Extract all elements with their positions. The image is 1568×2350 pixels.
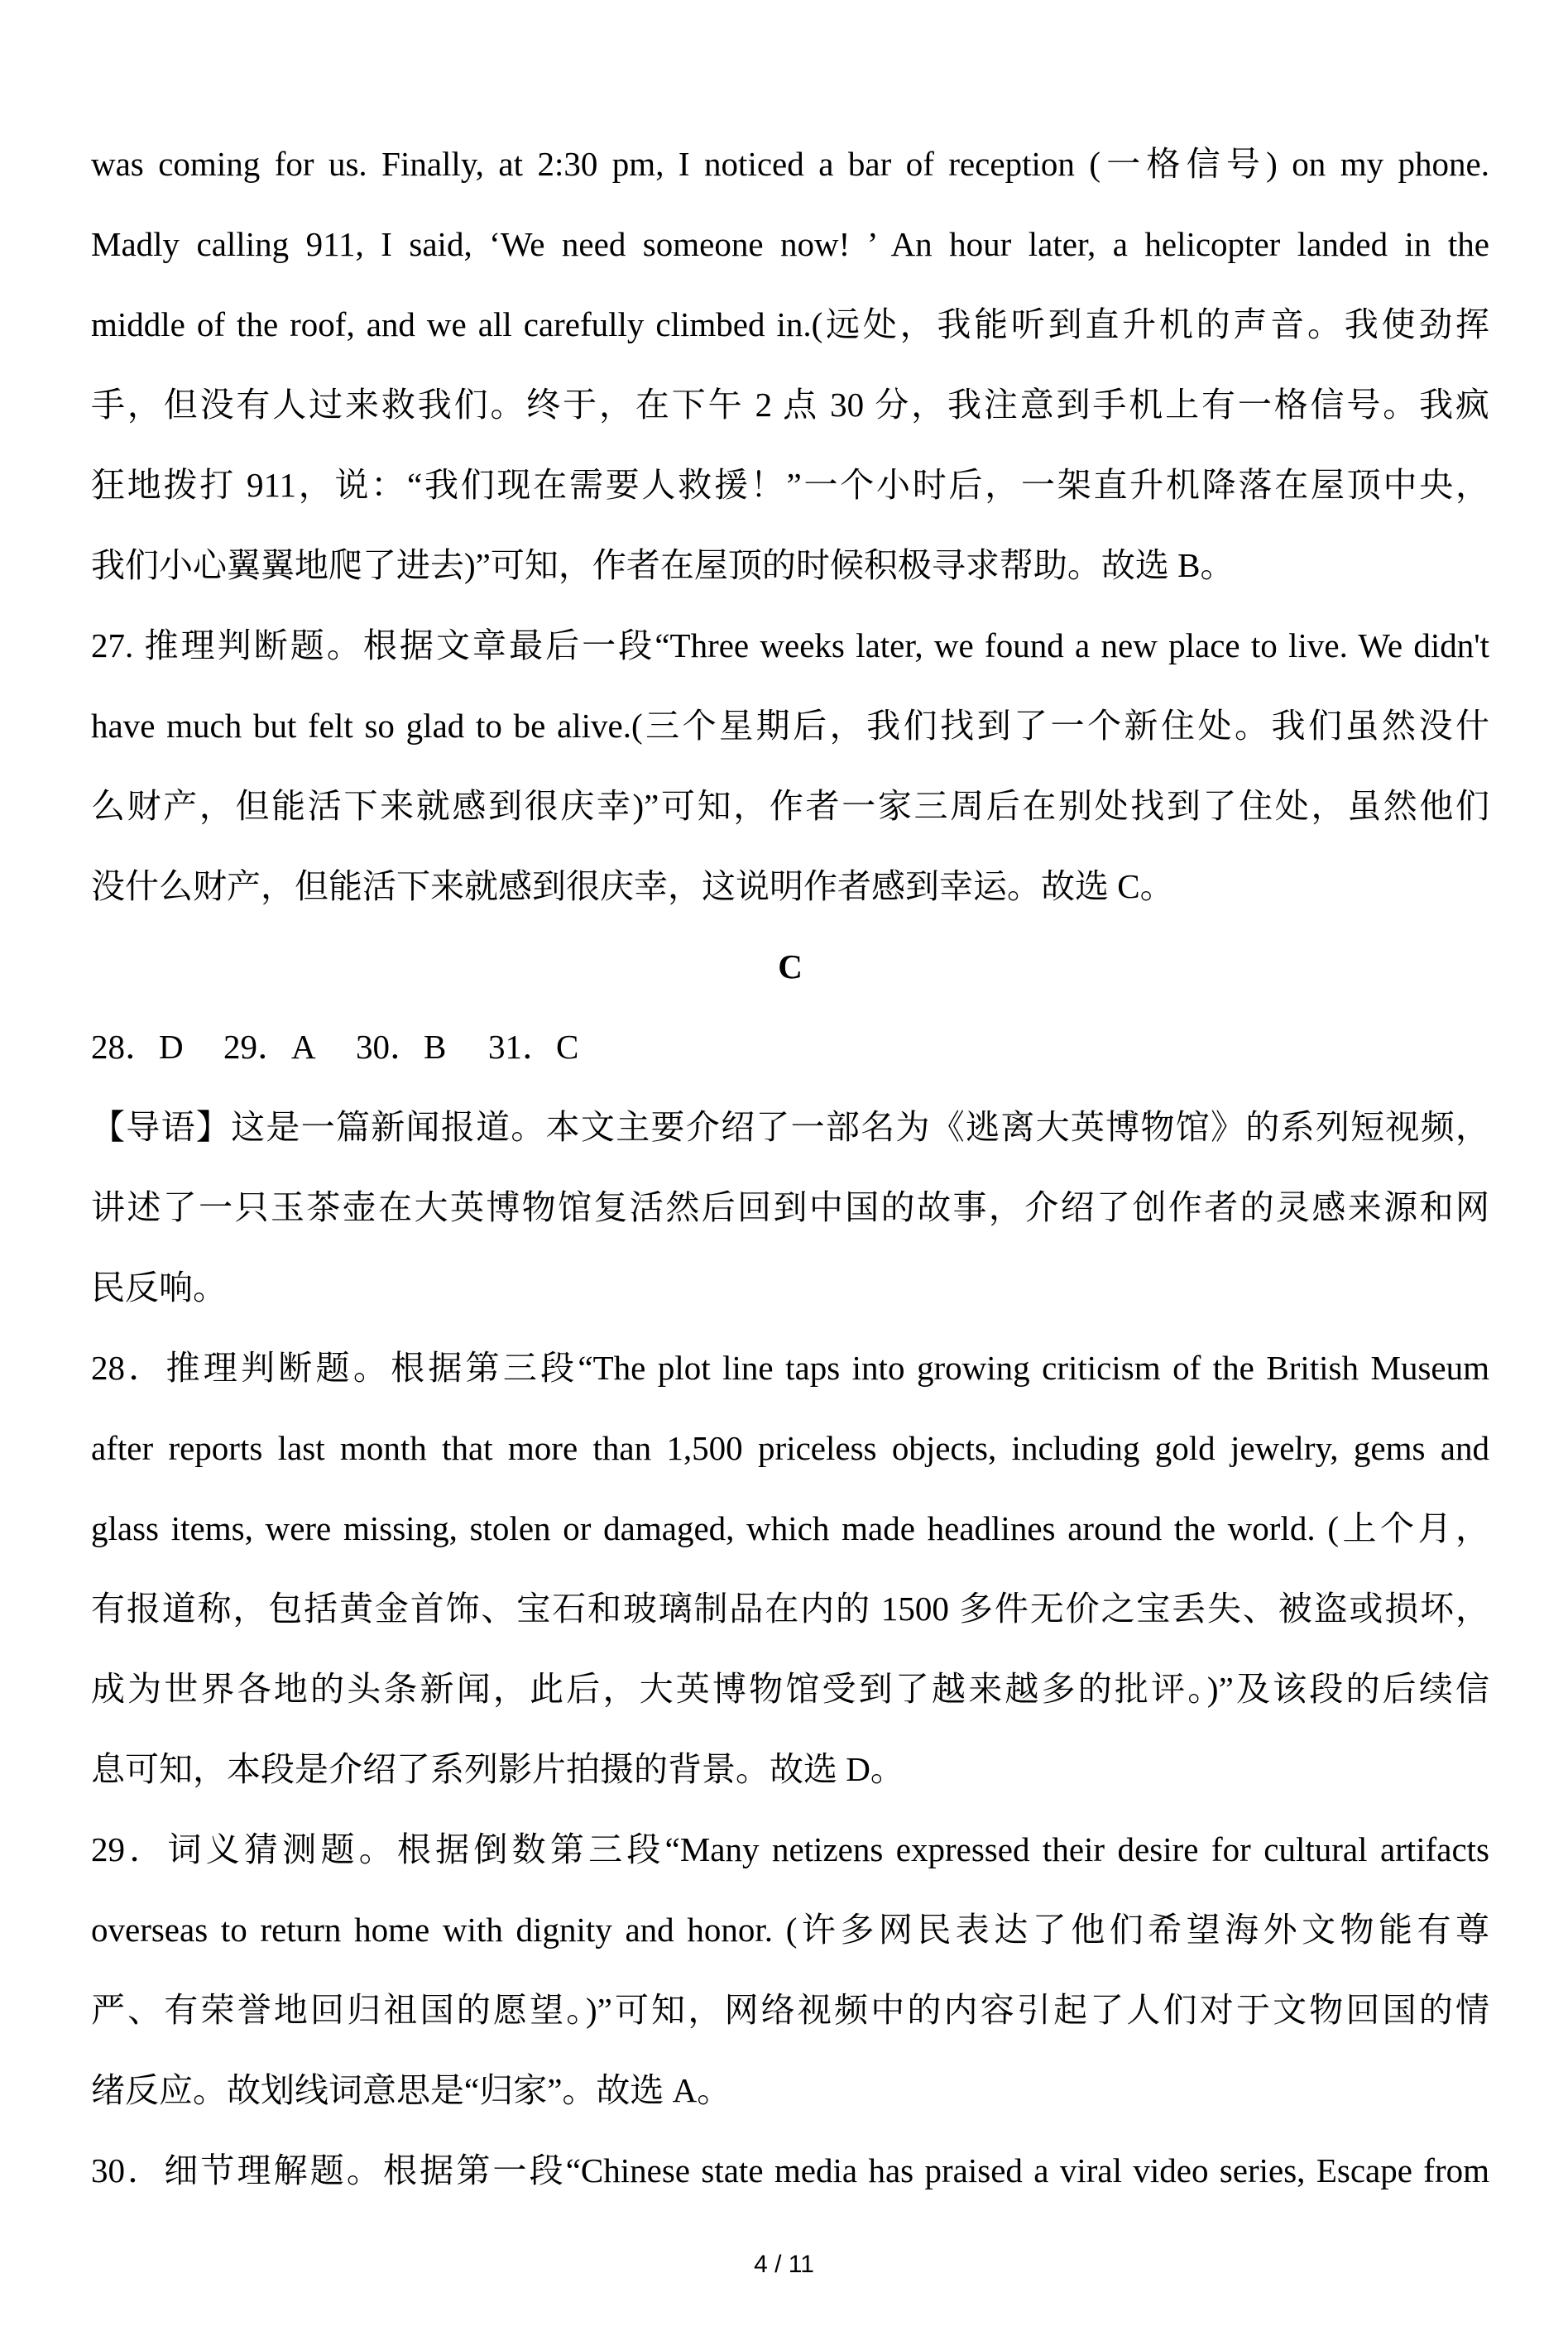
- text-line: 29．词义猜测题。根据倒数第三段“Many netizens expressed their desire for cultural artifacts: [91, 1830, 1489, 1868]
- answer-item: 31．C: [488, 1028, 579, 1066]
- text-line: 讲述了一只玉茶壶在大英博物馆复活然后回到中国的故事，介绍了创作者的灵感来源和网: [91, 1188, 1489, 1226]
- section-heading: C: [778, 947, 803, 986]
- answer-item: 29．A: [223, 1028, 316, 1066]
- text-line: 27. 推理判断题。根据文章最后一段“Three weeks later, we found a new place to live. We didn't: [91, 626, 1489, 664]
- answer-item: 30．B: [356, 1028, 447, 1066]
- text-line: have much but felt so glad to be alive.(三个星期后，我们找到了一个新住处。我们虽然没什: [91, 707, 1489, 745]
- text-line: 息可知，本段是介绍了系列影片拍摄的背景。故选 D。: [91, 1750, 904, 1788]
- text-line: middle of the roof, and we all carefully climbed in.(远处，我能听到直升机的声音。我使劲挥: [91, 305, 1489, 343]
- text-line: 没什么财产，但能活下来就感到很庆幸，这说明作者感到幸运。故选 C。: [91, 867, 1174, 905]
- text-line: 30．细节理解题。根据第一段“Chinese state media has praised a viral video series, Escape from: [91, 2151, 1489, 2189]
- text-line: 成为世界各地的头条新闻，此后，大英博物馆受到了越来越多的批评。)”及该段的后续信: [91, 1670, 1489, 1708]
- text-line: 么财产，但能活下来就感到很庆幸)”可知，作者一家三周后在别处找到了住处，虽然他们: [91, 787, 1489, 825]
- answer-item: 28．D: [91, 1028, 184, 1066]
- text-line: 手，但没有人过来救我们。终于，在下午 2 点 30 分，我注意到手机上有一格信号。我疯: [91, 386, 1489, 424]
- text-line: glass items, were missing, stolen or damaged, which made headlines around the world. (上个月，: [91, 1509, 1489, 1547]
- answer-key-row: [91, 1007, 1489, 1087]
- text-line: 【导语】这是一篇新闻报道。本文主要介绍了一部名为《逃离大英博物馆》的系列短视频，: [91, 1108, 1489, 1146]
- text-line: 绪反应。故划线词意思是“归家”。故选 A。: [91, 2071, 731, 2109]
- text-line: 有报道称，包括黄金首饰、宝石和玻璃制品在内的 1500 多件无价之宝丢失、被盗或损坏，: [91, 1590, 1489, 1628]
- text-line: 28．推理判断题。根据第三段“The plot line taps into growing criticism of the British Museum: [91, 1349, 1489, 1387]
- text-line: Madly calling 911, I said, ‘We need someone now! ’ An hour later, a helicopter landed in the: [91, 225, 1489, 263]
- text-line: after reports last month that more than 1,500 priceless objects, including gold jewelry, gems and: [91, 1429, 1489, 1467]
- page-number: 4 / 11: [754, 2251, 814, 2278]
- text-line: 严、有荣誉地回归祖国的愿望。)”可知，网络视频中的内容引起了人们对于文物回国的情: [91, 1991, 1489, 2029]
- text-line: 民反响。: [91, 1269, 227, 1307]
- text-line: overseas to return home with dignity and honor. (许多网民表达了他们希望海外文物能有尊: [91, 1911, 1489, 1949]
- text-line: was coming for us. Finally, at 2:30 pm, I noticed a bar of reception (一格信号) on my phone.: [91, 145, 1489, 183]
- text-line: 我们小心翼翼地爬了进去)”可知，作者在屋顶的时候积极寻求帮助。故选 B。: [91, 546, 1235, 584]
- text-line: 狂地拨打 911，说：“我们现在需要人救援！”一个小时后，一架直升机降落在屋顶中央，: [91, 466, 1489, 504]
- document-body: [91, 124, 1489, 2211]
